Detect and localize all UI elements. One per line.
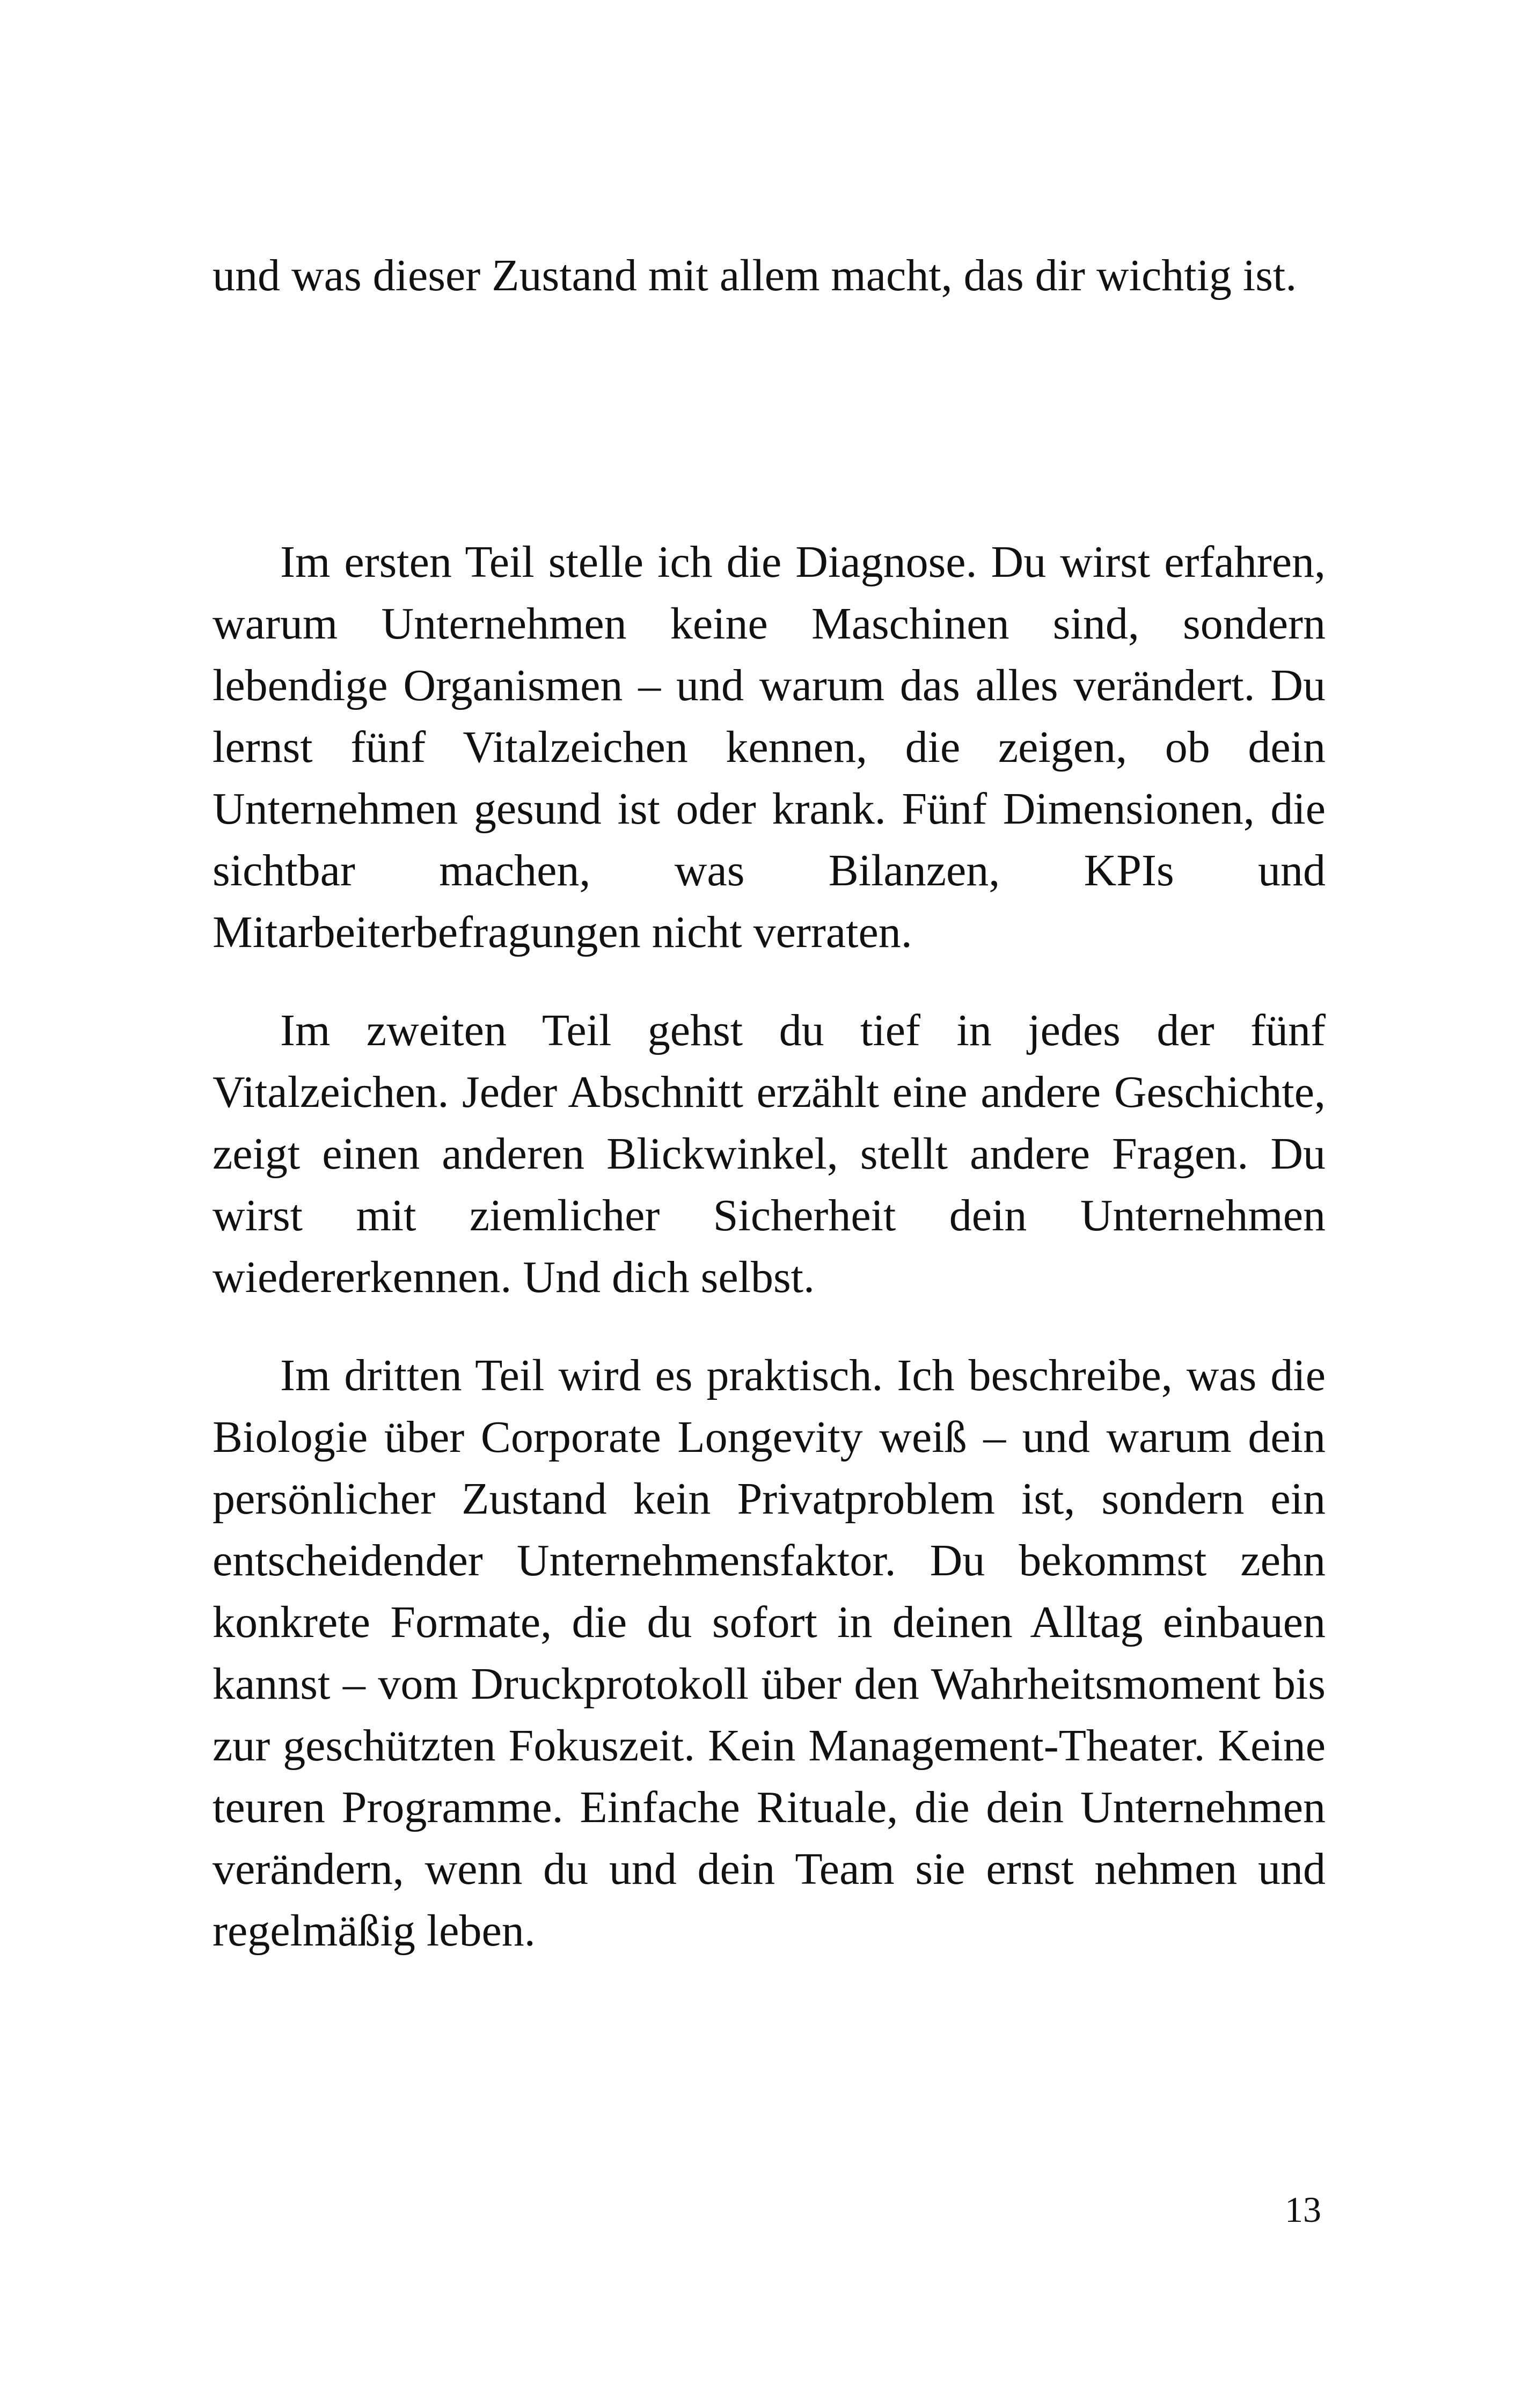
paragraph-continuation: und was dieser Zustand mit allem macht, das dir wichtig ist. [213, 251, 1297, 300]
paragraph-part-three: Im dritten Teil wird es praktisch. Ich beschreibe, was die Biologie über Corporate Longevity weiß – und warum dein persönlicher Zustand kein Privatproblem ist, sondern ein entscheidender Unternehmensfaktor. Du bekommst zehn konkrete Formate, die du sofort in deinen Alltag einbauen kannst – vom Druckprotokoll über den Wahrheitsmoment bis zur geschützten Fokuszeit. Kein Management-Theater. Keine teuren Programme. Einfache Rituale, die dein Unternehmen verändern, wenn du und dein Team sie ernst nehmen und regelmäßig leben. [213, 1350, 1326, 1956]
continued-text-block [213, 245, 1326, 306]
paragraph-part-one: Im ersten Teil stelle ich die Diagnose. Du wirst erfahren, warum Unternehmen keine Maschinen sind, sondern lebendige Organismen – und warum das alles verändert. Du lernst fünf Vitalzeichen kennen, die zeigen, ob dein Unternehmen gesund ist oder krank. Fünf Dimensionen, die sichtbar machen, was Bilanzen, KPIs und Mitarbeiterbefragungen nicht verraten. [213, 537, 1326, 957]
page-number: 13 [1285, 2189, 1321, 2230]
paragraph-part-two: Im zweiten Teil gehst du tief in jedes der fünf Vitalzeichen. Jeder Abschnitt erzählt eine andere Geschichte, zeigt einen anderen Blickwinkel, stellt andere Fragen. Du wirst mit ziemlicher Sicherheit dein Unternehmen wiedererkennen. Und dich selbst. [213, 1005, 1326, 1302]
main-text-block [213, 531, 1326, 1962]
